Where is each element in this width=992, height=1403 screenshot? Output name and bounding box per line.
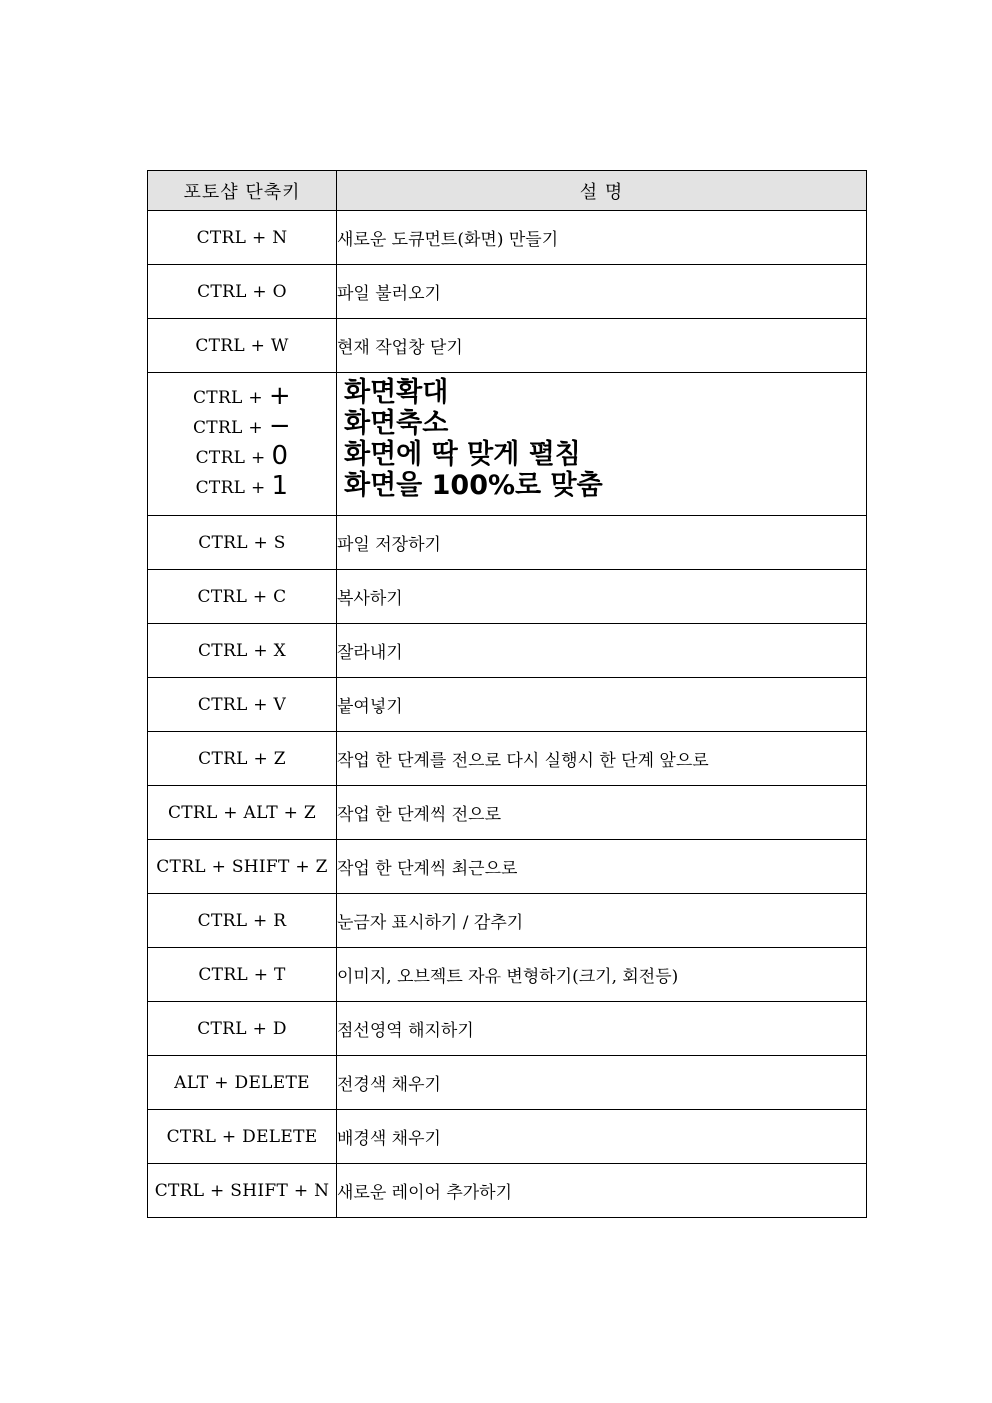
table-row: [148, 732, 867, 786]
table-row: [148, 1110, 867, 1164]
table-row: [148, 894, 867, 948]
zoom-key-symbol: +: [268, 381, 291, 411]
zoom-key-line: [148, 383, 336, 413]
shortcut-description: 이미지, 오브젝트 자유 변형하기(크기, 회전등): [337, 948, 867, 1002]
shortcut-key: CTRL + D: [148, 1002, 337, 1056]
shortcut-key: ALT + DELETE: [148, 1056, 337, 1110]
zoom-key-symbol: −: [268, 411, 291, 441]
shortcut-key: CTRL + C: [148, 570, 337, 624]
header-description: 설 명: [337, 171, 867, 211]
shortcut-description: 새로운 도큐먼트(화면) 만들기: [337, 211, 867, 265]
zoom-description: 화면에 딱 맞게 펼침: [344, 439, 581, 470]
table-row: [148, 211, 867, 265]
shortcut-description: 파일 저장하기: [337, 516, 867, 570]
shortcut-key: CTRL + SHIFT + N: [148, 1164, 337, 1218]
shortcut-key: CTRL + W: [148, 319, 337, 373]
shortcut-description: 전경색 채우기: [337, 1056, 867, 1110]
zoom-key-prefix: CTRL +: [195, 477, 266, 498]
shortcut-description: 현재 작업창 닫기: [337, 319, 867, 373]
shortcut-key: CTRL + S: [148, 516, 337, 570]
table-row: [148, 624, 867, 678]
shortcut-table: [147, 170, 867, 1218]
zoom-key-symbol: 0: [271, 441, 289, 471]
table-row: [148, 516, 867, 570]
shortcut-key: CTRL + T: [148, 948, 337, 1002]
shortcut-description: 잘라내기: [337, 624, 867, 678]
table-row: [148, 319, 867, 373]
shortcut-key: CTRL + ALT + Z: [148, 786, 337, 840]
table-row: [148, 570, 867, 624]
zoom-key-line: [148, 413, 336, 443]
shortcut-key: CTRL + X: [148, 624, 337, 678]
zoom-key-line: [148, 473, 336, 503]
shortcut-description: 점선영역 해지하기: [337, 1002, 867, 1056]
shortcut-description: 눈금자 표시하기 / 감추기: [337, 894, 867, 948]
zoom-descriptions: [337, 373, 867, 516]
table-row: [148, 265, 867, 319]
shortcut-key: CTRL + Z: [148, 732, 337, 786]
zoom-key-prefix: CTRL +: [193, 417, 263, 438]
zoom-description: 화면축소: [344, 408, 449, 439]
shortcut-description: 파일 불러오기: [337, 265, 867, 319]
table-row: [148, 786, 867, 840]
shortcut-description: 작업 한 단계씩 전으로: [337, 786, 867, 840]
shortcut-description: 작업 한 단계씩 최근으로: [337, 840, 867, 894]
shortcut-key: CTRL + V: [148, 678, 337, 732]
shortcut-description: 복사하기: [337, 570, 867, 624]
table-row: [148, 1056, 867, 1110]
shortcut-key: CTRL + R: [148, 894, 337, 948]
shortcut-key: CTRL + SHIFT + Z: [148, 840, 337, 894]
shortcut-description: 새로운 레이어 추가하기: [337, 1164, 867, 1218]
zoom-key-prefix: CTRL +: [193, 387, 263, 408]
zoom-keys: [148, 373, 337, 516]
zoom-key-prefix: CTRL +: [195, 447, 266, 468]
zoom-description: 화면을 100%로 맞춤: [344, 470, 603, 501]
table-row: [148, 948, 867, 1002]
zoom-shortcuts-row: [148, 373, 867, 516]
header-key: 포토샵 단축키: [148, 171, 337, 211]
table-row: [148, 840, 867, 894]
table-row: [148, 1164, 867, 1218]
table-row: [148, 678, 867, 732]
shortcut-description: 배경색 채우기: [337, 1110, 867, 1164]
shortcut-description: 붙여넣기: [337, 678, 867, 732]
zoom-description: 화면확대: [344, 377, 449, 408]
table-row: [148, 1002, 867, 1056]
header-row: [148, 171, 867, 211]
zoom-key-line: [148, 443, 336, 473]
shortcut-key: CTRL + O: [148, 265, 337, 319]
shortcut-key: CTRL + N: [148, 211, 337, 265]
zoom-key-symbol: 1: [271, 471, 289, 501]
shortcut-key: CTRL + DELETE: [148, 1110, 337, 1164]
shortcut-description: 작업 한 단계를 전으로 다시 실행시 한 단계 앞으로: [337, 732, 867, 786]
